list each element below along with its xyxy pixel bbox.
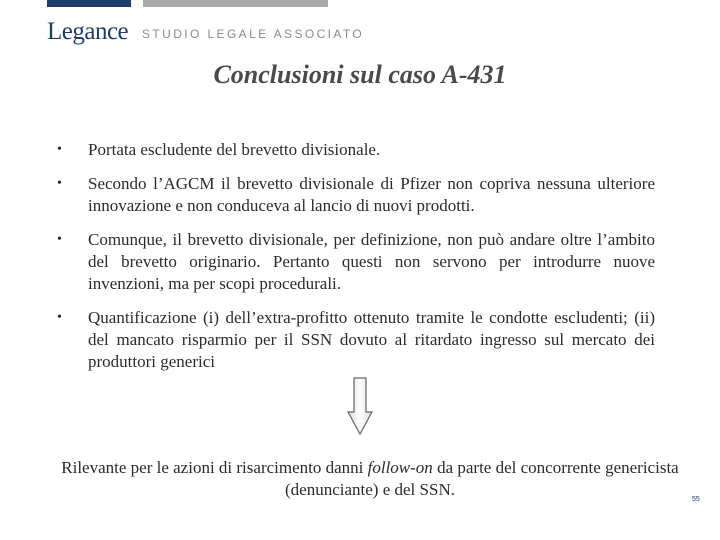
down-arrow-icon <box>347 377 373 435</box>
bullet-item <box>55 229 655 295</box>
bullet-item <box>55 173 655 217</box>
bullet-marker: • <box>57 310 62 325</box>
emphasis-text: follow-on <box>367 458 433 477</box>
bullet-text: Comunque, il brevetto divisionale, per definizione, non può andare oltre l’ambito del brevetto originario. Pertanto questi non servono per introdurre nuove invenzioni, ma per scopi procedurali. <box>88 230 655 293</box>
bullet-item <box>55 139 655 161</box>
bullet-text: Portata escludente del brevetto divisionale. <box>88 140 381 159</box>
bullet-text: Secondo l’AGCM il brevetto divisionale di Pfizer non copriva nessuna ulteriore innovazione e non conduceva al lancio di nuovi prodotti. <box>88 174 655 215</box>
logo-subtitle: STUDIO LEGALE ASSOCIATO <box>142 27 365 41</box>
bullet-marker: • <box>57 176 62 191</box>
page-number: 55 <box>692 496 700 503</box>
logo: Legance <box>47 18 129 45</box>
bullet-text: Quantificazione (i) dell’extra-profitto ottenuto tramite le condotte escludenti; (ii) del mancato risparmio per il SSN dovuto al ritardato ingresso sul mercato dei produttori generici <box>88 308 655 371</box>
conclusion-text: Rilevante per le azioni di risarcimento danni follow-on da parte del concorrente genericista (denunciante) e del SSN. <box>61 458 679 499</box>
header-bar-left <box>47 0 131 7</box>
bullet-marker: • <box>57 232 62 247</box>
bullet-list <box>55 139 655 385</box>
bullet-item <box>55 307 655 373</box>
bullet-marker: • <box>57 142 62 157</box>
header-bar-right <box>143 0 328 7</box>
slide-title: Conclusioni sul caso A-431 <box>213 60 507 89</box>
